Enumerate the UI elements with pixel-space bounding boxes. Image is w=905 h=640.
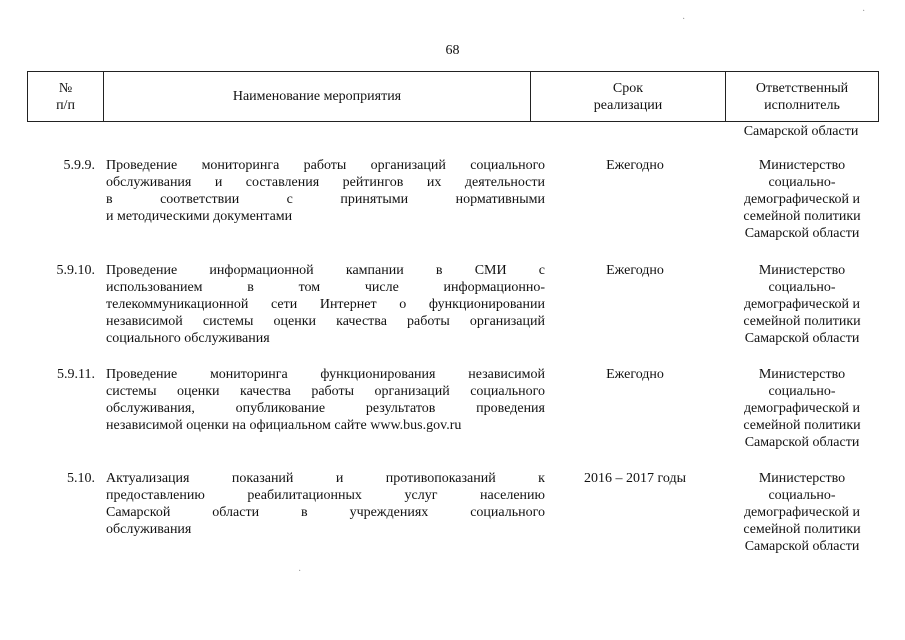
row-name-line: социального обслуживания	[106, 331, 270, 346]
header-num-line: п/п	[56, 97, 75, 113]
header-number-column	[28, 72, 104, 121]
row-resp-line: демографической и	[743, 192, 861, 207]
row-resp-line: Самарской области	[744, 539, 860, 554]
row-resp-line: Самарской области	[744, 331, 860, 346]
row-resp-line: демографической и	[743, 505, 861, 520]
row-name-line: предоставлению реабилитационных услуг населению	[106, 488, 545, 503]
row-number: 5.9.9.	[63, 158, 95, 173]
row-name	[103, 157, 545, 242]
row-name-line: Проведение мониторинга функционирования независимой	[106, 367, 545, 382]
row-resp-line: Министерство	[758, 158, 846, 173]
row-resp-line: Министерство	[758, 471, 846, 486]
row-term: Ежегодно	[606, 158, 664, 173]
row-name-line: Проведение мониторинга работы организаций социального	[106, 158, 545, 173]
row-name-line: обслуживания и составления рейтингов их деятельности	[106, 175, 545, 190]
row-resp-line: Самарской области	[744, 226, 860, 241]
header-term-column	[531, 72, 726, 121]
table-row	[27, 366, 879, 451]
scan-speck: ·	[298, 566, 302, 577]
header-term-line: реализации	[593, 97, 663, 113]
row-name	[103, 470, 545, 555]
continuation-text: Самарской области	[743, 124, 859, 139]
row-responsible	[725, 262, 879, 347]
row-resp-line: демографической и	[743, 401, 861, 416]
row-term: Ежегодно	[606, 367, 664, 382]
row-name-line: независимой системы оценки качества работы организаций	[106, 314, 545, 329]
row-responsible	[725, 366, 879, 451]
header-resp-line: исполнитель	[764, 97, 840, 113]
row-number: 5.9.11.	[57, 367, 95, 382]
row-resp-line: Министерство	[758, 367, 846, 382]
row-resp-line: семейной политики	[743, 209, 861, 224]
row-name-line: независимой оценки на официальном сайте www.bus.gov.ru	[106, 418, 462, 433]
row-resp-line: социально-	[768, 384, 836, 399]
row-resp-line: социально-	[768, 280, 836, 295]
row-resp-line: семейной политики	[743, 314, 861, 329]
row-resp-line: социально-	[768, 175, 836, 190]
row-resp-line: социально-	[768, 488, 836, 503]
row-name	[103, 366, 545, 451]
row-name-line: телекоммуникационной сети Интернет о функционировании	[106, 297, 545, 312]
header-responsible-column	[726, 72, 878, 121]
row-name-line: Актуализация показаний и противопоказаний к	[106, 471, 545, 486]
header-resp-line: Ответственный	[755, 80, 849, 96]
row-name	[103, 262, 545, 347]
scan-speck: ·	[682, 14, 686, 25]
row-responsible	[725, 470, 879, 555]
row-name-line: в соответствии с принятыми нормативными	[106, 192, 545, 207]
header-term-line: Срок	[612, 80, 644, 96]
table-row	[27, 470, 879, 555]
row-resp-line: Самарской области	[744, 435, 860, 450]
row-resp-line: Министерство	[758, 263, 846, 278]
row-term: Ежегодно	[606, 263, 664, 278]
page-number: 68	[445, 43, 460, 58]
header-name-label: Наименование мероприятия	[232, 89, 402, 104]
row-number: 5.10.	[67, 471, 95, 486]
row-resp-line: семейной политики	[743, 522, 861, 537]
table-header	[27, 71, 879, 122]
row-number: 5.9.10.	[56, 263, 95, 278]
row-name-line: и методическими документами	[106, 209, 293, 224]
row-name-line: Самарской области в учреждениях социального	[106, 505, 545, 520]
row-name-line: обслуживания, опубликование результатов проведения	[106, 401, 545, 416]
row-name-line: системы оценки качества работы организаций социального	[106, 384, 545, 399]
row-responsible	[725, 157, 879, 242]
table-row	[27, 262, 879, 347]
row-resp-line: семейной политики	[743, 418, 861, 433]
scan-speck: ·	[862, 6, 866, 17]
header-name-column	[104, 72, 531, 121]
row-resp-line: демографической и	[743, 297, 861, 312]
row-name-line: Проведение информационной кампании в СМИ с	[106, 263, 545, 278]
header-num-line: №	[58, 80, 73, 96]
row-name-line: использованием в том числе информационно-	[106, 280, 545, 295]
row-term: 2016 – 2017 годы	[583, 471, 687, 486]
row-name-line: обслуживания	[106, 522, 192, 537]
table-row	[27, 157, 879, 242]
